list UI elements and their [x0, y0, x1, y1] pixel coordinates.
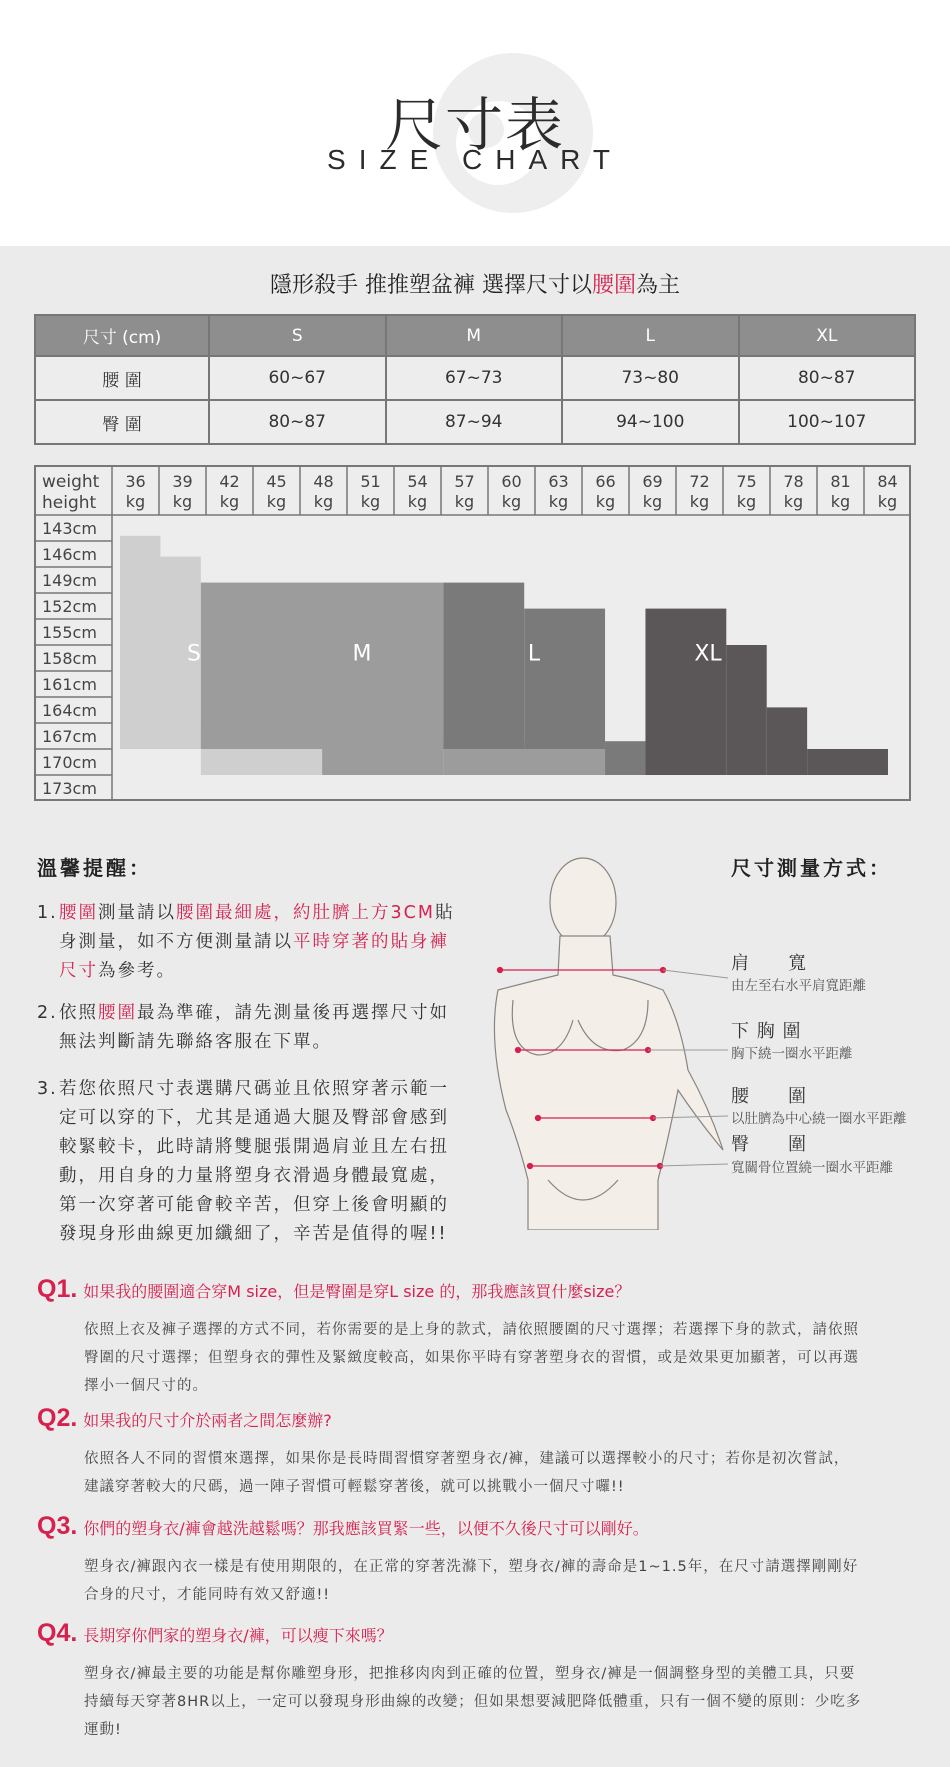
- measure-desc-hip: 寬關骨位置繞一圈水平距離: [731, 1160, 893, 1176]
- tip-number: 1.: [37, 903, 58, 923]
- faq-question-text: 你們的塑身衣/褲會越洗越鬆嗎？那我應該買緊一些，以便不久後尺寸可以剛好。: [83, 1519, 649, 1538]
- weight-unit-label: kg: [689, 492, 710, 511]
- size-region-label: L: [527, 641, 541, 667]
- weight-tick-label: 45: [266, 472, 287, 491]
- measure-label-hip: 臀 圍: [731, 1134, 807, 1155]
- weight-tick-label: 63: [548, 472, 569, 491]
- weight-tick-label: 42: [219, 472, 240, 491]
- size-region-label: S: [187, 641, 201, 667]
- weight-unit-label: kg: [172, 492, 193, 511]
- height-tick-label: 173cm: [42, 779, 97, 798]
- weight-unit-label: kg: [548, 492, 569, 511]
- weight-tick-label: 81: [830, 472, 851, 491]
- weight-unit-label: kg: [407, 492, 428, 511]
- height-tick-label: 158cm: [42, 649, 97, 668]
- size-table: [34, 314, 916, 445]
- tip-text-red: 腰圍: [98, 1003, 137, 1023]
- size-region-m: [201, 583, 444, 749]
- note-text-end: 為主: [636, 273, 681, 298]
- weight-unit-label: kg: [501, 492, 522, 511]
- tip-text-red: 腰圍: [59, 903, 98, 923]
- note-text: 隱形殺手 推推塑盆褲 選擇尺寸以: [269, 273, 592, 298]
- page-subtitle-en: SIZE CHART: [327, 144, 623, 175]
- size-region-label: M: [352, 641, 372, 667]
- height-tick-label: 155cm: [42, 623, 97, 642]
- size-region-m: [322, 741, 443, 775]
- header-cell: M: [386, 315, 563, 356]
- height-tick-label: 161cm: [42, 675, 97, 694]
- weight-unit-label: kg: [830, 492, 851, 511]
- height-tick-label: 149cm: [42, 571, 97, 590]
- table-cell: 60~67: [209, 356, 386, 400]
- tip-item-2: [37, 999, 467, 1057]
- corner-label-weight: weight: [42, 472, 100, 492]
- weight-tick-label: 75: [736, 472, 757, 491]
- table-cell: 67~73: [386, 356, 563, 400]
- weight-tick-label: 57: [454, 472, 475, 491]
- weight-tick-label: 39: [172, 472, 193, 491]
- header-cell: L: [562, 315, 739, 356]
- weight-unit-label: kg: [595, 492, 616, 511]
- table-cell: 80~87: [739, 356, 916, 400]
- height-tick-label: 152cm: [42, 597, 97, 616]
- faq-question-text: 如果我的腰圍適合穿M size，但是臀圍是穿L size 的，那我應該買什麼size？: [83, 1282, 631, 1301]
- header-cell: XL: [739, 315, 916, 356]
- measure-label-underbust: 下 胸 圍: [731, 1021, 802, 1042]
- table-cell: 87~94: [386, 400, 563, 444]
- tip-text-plain: 依照: [59, 1003, 98, 1023]
- faq-answer: 塑身衣/褲跟內衣一樣是有使用期限的，在正常的穿著洗滌下，塑身衣/褲的壽命是1~1.5年，在尺寸請選擇剛剛好合身的尺寸，才能同時有效又舒適!!: [84, 1559, 859, 1603]
- size-region-xl: [645, 609, 726, 775]
- faq-number: Q4.: [37, 1619, 78, 1647]
- tip-item-3: [37, 1075, 467, 1249]
- size-region-l: [524, 609, 605, 749]
- weight-unit-label: kg: [313, 492, 334, 511]
- weight-tick-label: 72: [689, 472, 710, 491]
- faq-question: [37, 1512, 917, 1541]
- tip-number: 3.: [37, 1079, 58, 1099]
- row-label: 臀 圍: [35, 400, 209, 444]
- measure-label-shoulder: 肩 寬: [731, 953, 807, 974]
- tip-text: [59, 999, 467, 1057]
- size-region-xl: [726, 645, 766, 775]
- weight-tick-label: 84: [877, 472, 898, 491]
- tip-text-plain: 為參考。: [98, 961, 176, 981]
- height-tick-label: 146cm: [42, 545, 97, 564]
- size-region-m: [443, 749, 605, 775]
- tip-text-plain: 貼身測量，如不方便測量請以: [59, 903, 455, 952]
- faq-answer: 依照各人不同的習慣來選擇，如果你是長時間習慣穿著塑身衣/褲，建議可以選擇較小的尺寸；若你是初次嘗試，建議穿著較大的尺碼，過一陣子習慣可輕鬆穿著後，就可以挑戰小一個尺寸囉!!: [84, 1451, 850, 1495]
- weight-tick-label: 48: [313, 472, 334, 491]
- height-tick-label: 170cm: [42, 753, 97, 772]
- faq-question: [37, 1619, 917, 1648]
- body-figure-illustration: [488, 850, 728, 1230]
- weight-unit-label: kg: [454, 492, 475, 511]
- weight-unit-label: kg: [642, 492, 663, 511]
- height-tick-label: 164cm: [42, 701, 97, 720]
- size-region-xl: [767, 707, 807, 775]
- weight-unit-label: kg: [877, 492, 898, 511]
- faq-question-text: 長期穿你們家的塑身衣/褲，可以瘦下來嗎？: [83, 1626, 393, 1645]
- table-row: [35, 356, 915, 400]
- weight-unit-label: kg: [266, 492, 287, 511]
- weight-height-chart-svg: [34, 465, 916, 805]
- table-cell: 80~87: [209, 400, 386, 444]
- weight-unit-label: kg: [219, 492, 240, 511]
- faq-answer: 依照上衣及褲子選擇的方式不同，若你需要的是上身的款式，請依照腰圍的尺寸選擇；若選擇下身的款式，請依照臀圍的尺寸選擇；但塑身衣的彈性及緊緻度較高，如果你平時有穿著塑身衣的習慣，或是效果更加顯著，可以再選擇小一個尺寸的。: [84, 1322, 859, 1394]
- tip-text-plain: 測量請以: [98, 903, 176, 923]
- faq-answer: 塑身衣/褲最主要的功能是幫你雕塑身形，把推移肉肉到正確的位置，塑身衣/褲是一個調整身型的美體工具，只要持續每天穿著8HR以上，一定可以發現身形曲線的改變；但如果想要減肥降低體重，只有一個不變的原則：少吃多運動!: [84, 1666, 862, 1738]
- header-cell: S: [209, 315, 386, 356]
- size-table-header: [35, 315, 915, 356]
- weight-tick-label: 51: [360, 472, 381, 491]
- header: [0, 0, 950, 246]
- tip-text-red: 腰圍最細處，約肚臍上方3CM: [176, 903, 435, 923]
- measurement-title: 尺寸測量方式：: [731, 856, 892, 880]
- weight-tick-label: 54: [407, 472, 428, 491]
- weight-unit-label: kg: [736, 492, 757, 511]
- table-cell: 73~80: [562, 356, 739, 400]
- note-highlight: 腰圍: [591, 273, 636, 298]
- height-tick-label: 167cm: [42, 727, 97, 746]
- weight-tick-label: 69: [642, 472, 663, 491]
- faq-number: Q1.: [37, 1275, 78, 1303]
- header-cell: 尺寸 (cm): [35, 315, 209, 356]
- size-region-label: XL: [694, 641, 722, 667]
- tips-title: 溫馨提醒：: [37, 856, 152, 880]
- table-cell: 100~107: [739, 400, 916, 444]
- weight-tick-label: 60: [501, 472, 522, 491]
- corner-label-height: height: [42, 493, 97, 513]
- tip-item-1: [37, 899, 467, 986]
- faq-item-3: [37, 1512, 917, 1609]
- size-region-s: [120, 536, 160, 749]
- measure-label-waist: 腰 圍: [731, 1086, 807, 1107]
- table-cell: 94~100: [562, 400, 739, 444]
- tip-text: 若您依照尺寸表選購尺碼並且依照穿著示範一定可以穿的下，尤其是通過大腿及臀部會感到較緊較卡，此時請將雙腿張開過肩並且左右扭動，用自身的力量將塑身衣滑過身體最寬處，第一次穿著可能會較辛苦，但穿上後會明顯的發現身形曲線更加纖細了，辛苦是值得的喔!!: [59, 1079, 449, 1244]
- size-region-l: [605, 741, 645, 775]
- faq-question: [37, 1404, 917, 1433]
- measure-desc-waist: 以肚臍為中心繞一圈水平距離: [731, 1111, 907, 1127]
- table-row: [35, 400, 915, 444]
- faq-item-4: [37, 1619, 917, 1744]
- weight-unit-label: kg: [783, 492, 804, 511]
- height-tick-label: 143cm: [42, 519, 97, 538]
- tip-text-red: 平時穿著的貼身褲尺寸: [59, 932, 449, 981]
- weight-tick-label: 78: [783, 472, 804, 491]
- faq-item-1: [37, 1275, 917, 1400]
- tip-number: 2.: [37, 1003, 58, 1023]
- size-region-xl: [807, 749, 888, 775]
- tip-text-plain: 最為準確，請先測量後再選擇尺寸如無法判斷請先聯絡客服在下單。: [59, 1003, 449, 1052]
- size-region-l: [443, 583, 524, 749]
- faq-question-text: 如果我的尺寸介於兩者之間怎麼辦?: [83, 1411, 332, 1430]
- weight-tick-label: 66: [595, 472, 616, 491]
- faq-number: Q3.: [37, 1512, 78, 1540]
- faq-number: Q2.: [37, 1404, 78, 1432]
- weight-unit-label: kg: [360, 492, 381, 511]
- weight-height-chart: [34, 465, 916, 805]
- measure-desc-underbust: 胸下繞一圈水平距離: [731, 1046, 853, 1062]
- page-title: 尺寸表: [384, 91, 565, 159]
- measure-desc-shoulder: 由左至右水平肩寬距離: [731, 978, 866, 994]
- weight-unit-label: kg: [125, 492, 146, 511]
- size-selection-note: [0, 268, 950, 299]
- faq-question: [37, 1275, 917, 1304]
- row-label: 腰 圍: [35, 356, 209, 400]
- tip-text: [59, 899, 467, 986]
- faq-item-2: [37, 1404, 917, 1501]
- weight-tick-label: 36: [125, 472, 146, 491]
